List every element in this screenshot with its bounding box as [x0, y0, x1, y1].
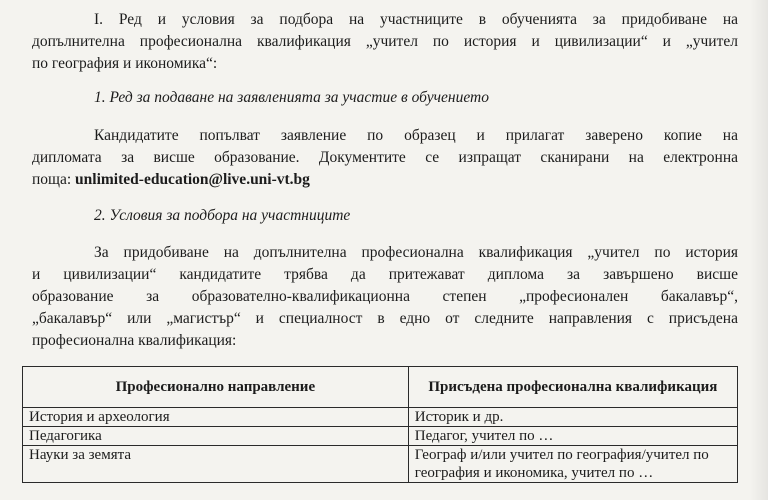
subsection-1-paragraph-line-2: дипломата за висше образование. Документите се изпращат сканирани на електронна: [32, 149, 738, 166]
qualification-table: [22, 366, 738, 483]
table-cell-qualification: Педагог, учител по …: [408, 427, 737, 446]
subsection-2-paragraph-line-5: професионална квалификация:: [32, 332, 237, 349]
subsection-2-paragraph-line-3: образование за образователно-квалификационна степен „професионален бакалавър“,: [32, 288, 738, 305]
table-cell-qualification: Географ и/или учител по география/учител по география и икономика, учител по …: [408, 446, 737, 483]
table-cell-field: Педагогика: [23, 427, 409, 446]
table-cell-qualification: Историк и др.: [408, 408, 737, 427]
table-row: [23, 408, 738, 427]
table-cell-field: История и археология: [23, 408, 409, 427]
subsection-2-paragraph-line-1: За придобиване на допълнителна професионална квалификация „учител по история: [94, 244, 738, 261]
table-row: [23, 446, 738, 483]
subsection-2-title: 2. Условия за подбора на участниците: [94, 207, 351, 224]
subsection-2-paragraph-line-4: „бакалавър“ или „магистър“ и специалност в едно от следните направления с присъдена: [32, 310, 738, 327]
email-prefix: поща:: [32, 171, 72, 188]
table-header-row: [23, 367, 738, 408]
email-address[interactable]: unlimited-education@live.uni-vt.bg: [75, 171, 310, 188]
table-row: [23, 427, 738, 446]
section-heading-line-3: по география и икономика“:: [32, 55, 218, 72]
section-heading-line-2: допълнителна професионална квалификация „учител по история и цивилизации“ и „учител: [32, 33, 738, 50]
table-header-qualification: Присъдена професионална квалификация: [408, 367, 737, 408]
section-heading-line-1: I. Ред и условия за подбора на участниците в обученията за придобиване на: [94, 11, 738, 28]
subsection-1-paragraph-line-3: [32, 170, 310, 190]
subsection-1-title: 1. Ред за подаване на заявленията за участие в обучението: [94, 89, 489, 106]
subsection-2-paragraph-line-2: и цивилизации“ кандидатите трябва да притежават диплома за завършено висше: [32, 266, 738, 283]
scan-shadow: [750, 0, 768, 500]
table-header-professional-field: Професионално направление: [23, 367, 409, 408]
table-cell-field: Науки за земята: [23, 446, 409, 483]
subsection-1-paragraph-line-1: Кандидатите попълват заявление по образец и прилагат заверено копие на: [94, 127, 738, 144]
